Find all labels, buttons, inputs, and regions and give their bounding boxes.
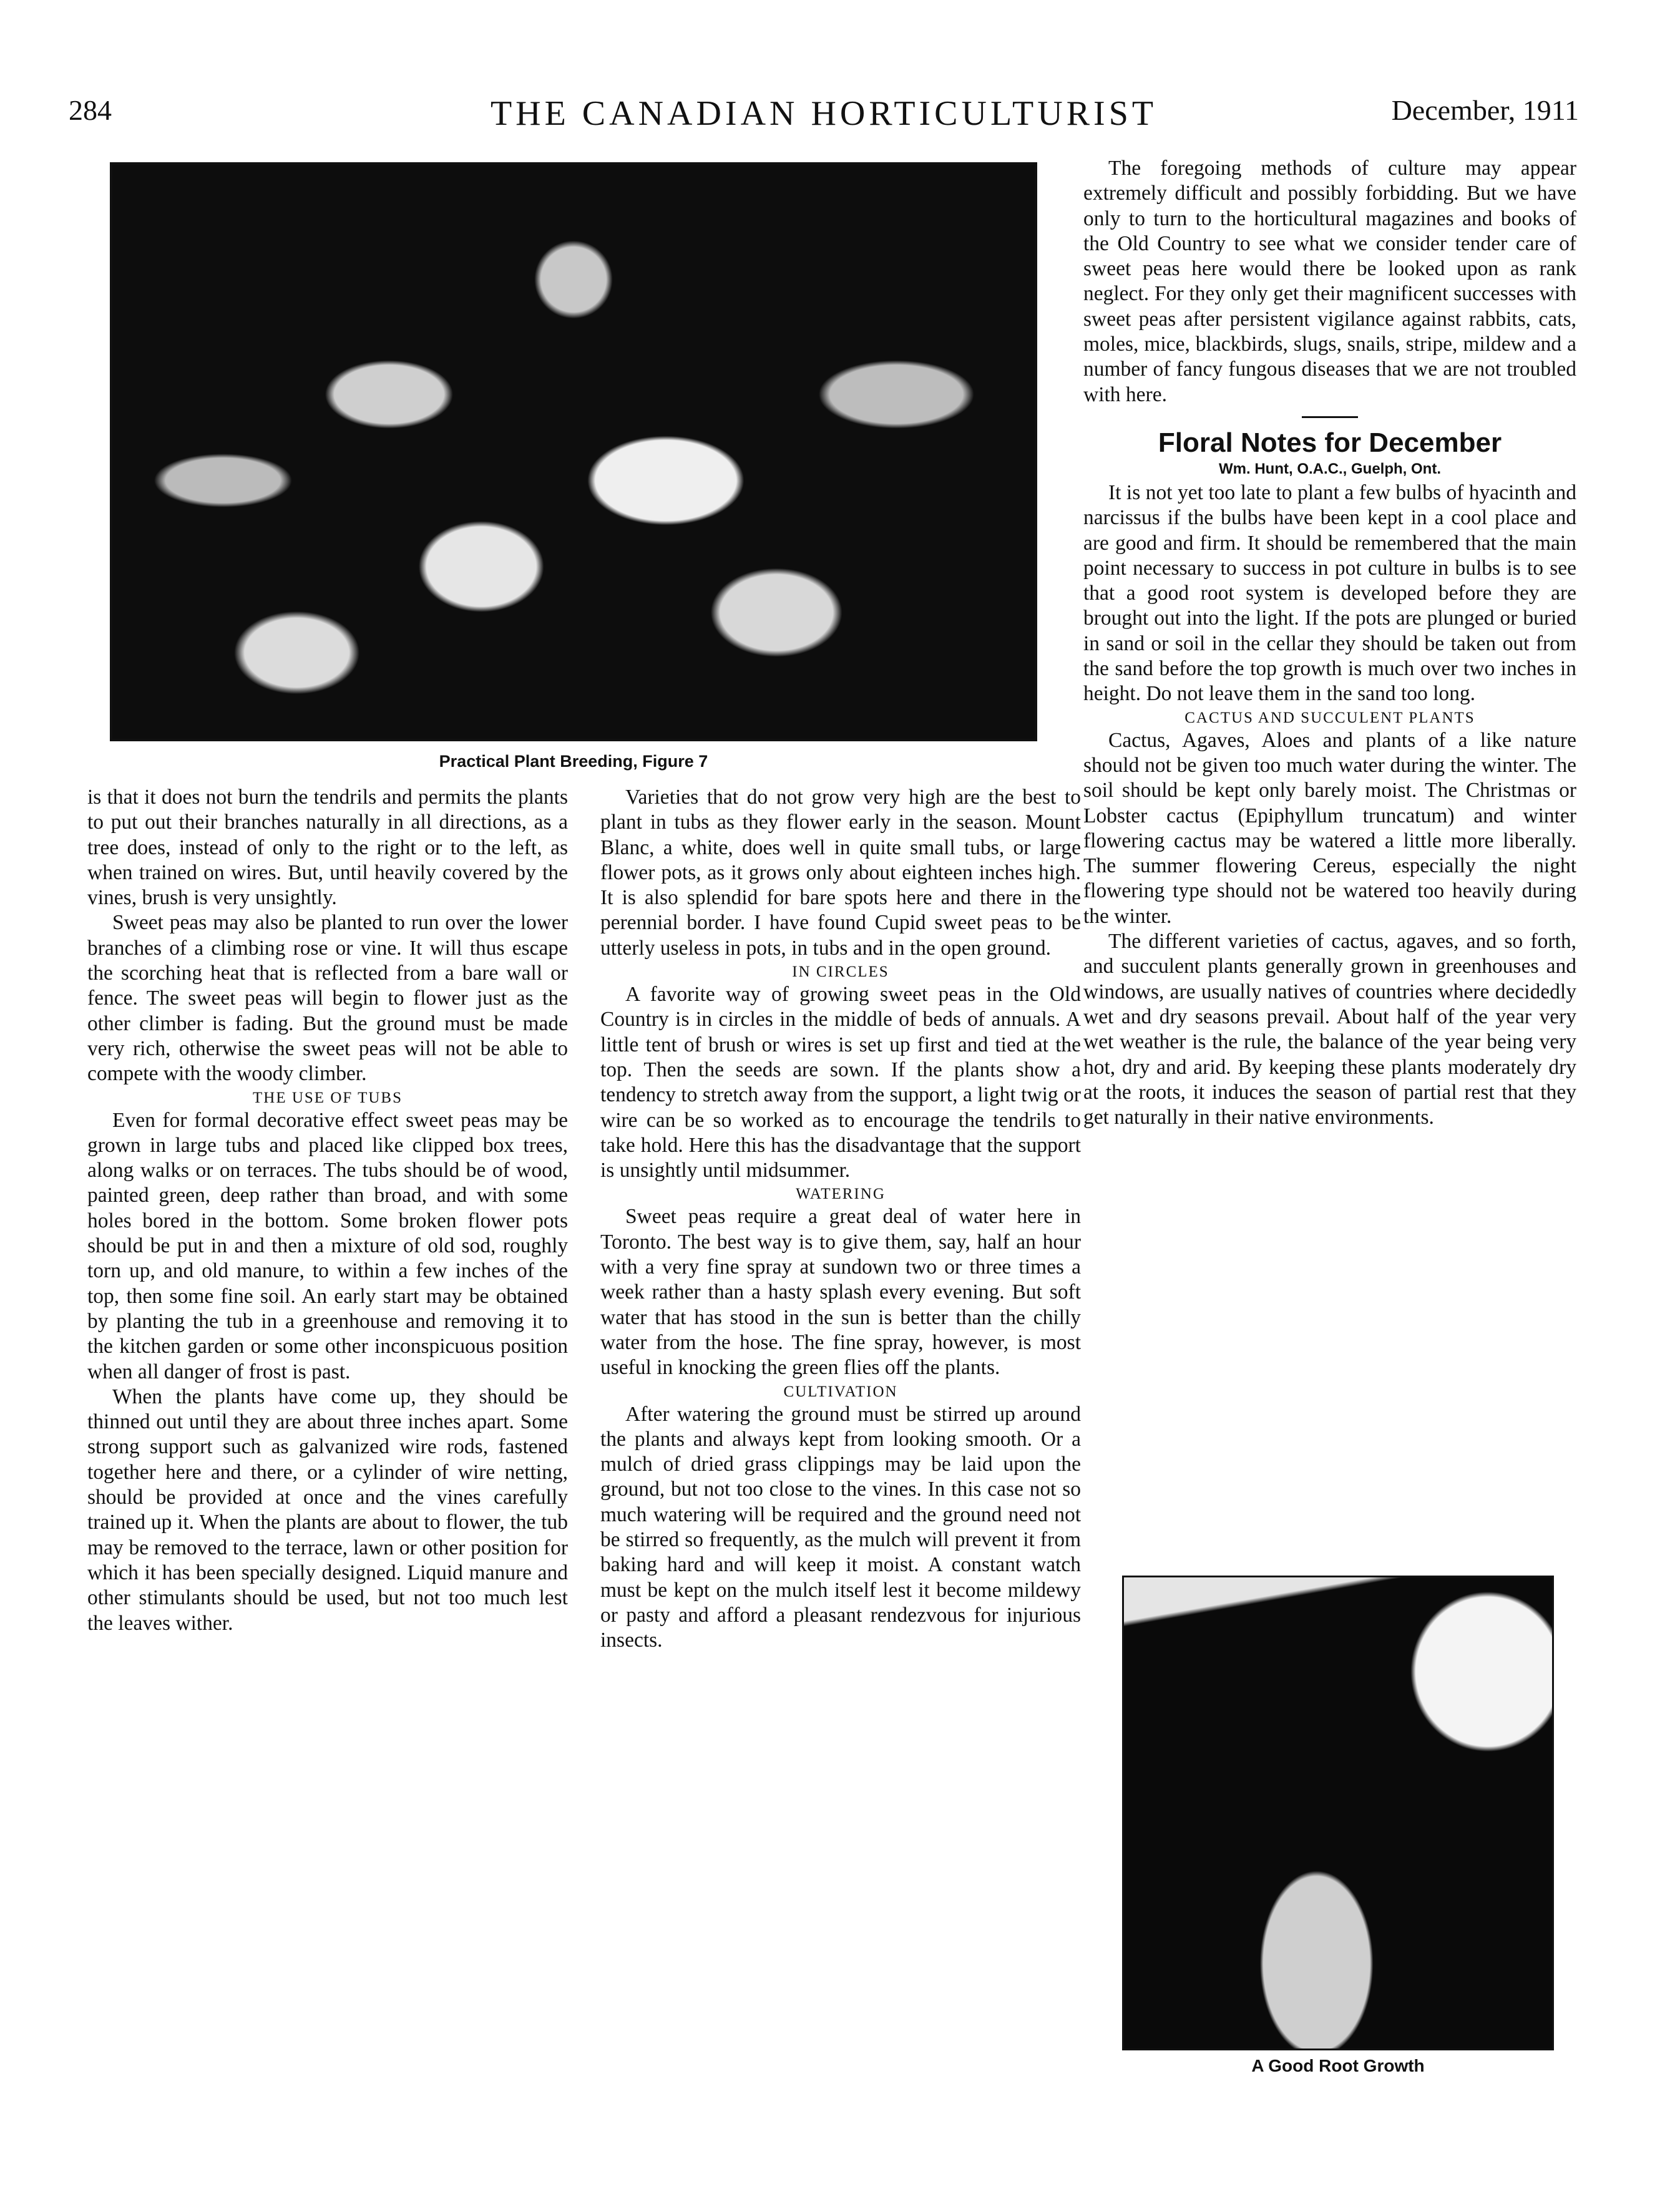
column-right	[1083, 156, 1576, 1130]
article-title: Floral Notes for December	[1158, 427, 1502, 458]
root-growth-photo	[1122, 1576, 1554, 2050]
paragraph: Sweet peas may also be planted to run over the lower branches of a climbing rose or vine. It will thus escape the scorching heat that is reflected from a bare wall or fence. The sweet peas will begin to flower just as the other climber is fading. But the ground must be made very rich, otherwise the sweet peas will not be able to compete with the woody climber.	[87, 911, 568, 1086]
section-heading: WATERING	[796, 1186, 886, 1203]
section-heading: CULTIVATION	[783, 1383, 898, 1400]
section-divider	[1302, 416, 1358, 418]
plant-breeding-photo	[110, 162, 1037, 741]
figure-caption: A Good Root Growth	[1251, 2056, 1425, 2075]
column-middle	[600, 785, 1081, 1654]
paragraph: The foregoing methods of culture may appear extremely difficult and possibly forbidding. But we have only to turn to the horticultural magazines and books of the Old Country to see what we consider tender care of sweet peas here would there be looked upon as rank neglect. For they only get their magnificent successes with sweet peas after persistent vigilance against rabbits, cats, moles, mice, blackbirds, slugs, snails, stripe, mildew and a number of fancy fungous diseases that we are not troubled with here.	[1083, 157, 1576, 406]
paragraph: Varieties that do not grow very high are the best to plant in tubs as they flower early in the season. Mount Blanc, a white, does well in quite small tubs, or large flower pots, as it grows only about eighteen inches high. It is also splendid for bare spots here and there in the perennial border. I have found Cupid sweet peas to be utterly useless in pots, in tubs and in the open ground.	[600, 786, 1081, 960]
paragraph: Sweet peas require a great deal of water here in Toronto. The best way is to give them, say, half an hour with a very fine spray at sundown two or three times a week rather than a hasty splash every evening. But soft water that has stood in the sun is better than the chilly water from the hose. The fine spray, however, is most useful in knocking the green flies off the plants.	[600, 1205, 1081, 1380]
section-heading: CACTUS AND SUCCULENT PLANTS	[1184, 709, 1475, 726]
masthead	[69, 94, 1579, 144]
issue-date: December, 1911	[1391, 94, 1579, 126]
paragraph: Even for formal decorative effect sweet peas may be grown in large tubs and placed like clipped box trees, along walks or on terraces. The tubs should be of wood, painted green, deep rather than broad, and with some holes bored in the bottom. Some broken flower pots should be put in and then a mixture of old sod, roughly torn up, and old manure, to within a few inches of the top, then some fine soil. An early start may be obtained by planting the tub in a greenhouse and removing it to the kitchen garden or some other inconspicuous position when all danger of frost is past.	[87, 1108, 568, 1383]
section-heading: THE USE OF TUBS	[253, 1089, 403, 1106]
author-byline: Wm. Hunt, O.A.C., Guelph, Ont.	[1219, 460, 1441, 477]
paragraph: When the plants have come up, they should be thinned out until they are about three inches apart. Some strong support such as galvanized wire rods, fastened together here and there, or a cylinder of wire netting, should be provided at once and the vines carefully trained up it. When the plants are about to flower, the tub may be removed to the terrace, lawn or other position for which it has been specially designed. Liquid manure and other stimulants should be used, but not too much lest the leaves wither.	[87, 1385, 568, 1635]
paragraph: is that it does not burn the tendrils and permits the plants to put out their branches naturally in all directions, as a tree does, instead of only to the right or to the left, as when trained on wires. But, until heavily covered by the vines, brush is very unsightly.	[87, 786, 568, 910]
column-left	[87, 785, 568, 1636]
paragraph: It is not yet too late to plant a few bulbs of hyacinth and narcissus if the bulbs have been kept in a cool place and are good and firm. It should be remembered that the main point necessary to success in pot culture in bulbs is to see that a good root system is developed before they are brought out into the light. If the pots are plunged or buried in sand or soil in the cellar they should be taken out from the sand before the top growth is much over two inches in height. Do not leave them in the sand too long.	[1083, 480, 1576, 706]
section-heading: IN CIRCLES	[792, 963, 889, 981]
paragraph: Cactus, Agaves, Aloes and plants of a like nature should not be given too much water during the winter. The soil should be kept only barely moist. The Christmas or Lobster cactus (Epiphyllum truncatum) and winter flowering cactus may be watered a little more liberally. The summer flowering Cereus, especially the night flowering type should not be watered too heavily during the winter.	[1083, 728, 1576, 928]
journal-title: THE CANADIAN HORTICULTURIST	[490, 94, 1158, 133]
figure-caption: Practical Plant Breeding, Figure 7	[439, 752, 708, 771]
paragraph: After watering the ground must be stirred up around the plants and always kept from looking smooth. Or a mulch of dried grass clippings may be laid upon the ground, but not too close to the vines. In this case not so much watering will be required and the ground need not be stirred so frequently, as the mulch will prevent it from baking hard and will keep it moist. A constant watch must be kept on the mulch itself lest it become mildewy or pasty and afford a pleasant rendezvous for injurious insects.	[600, 1402, 1081, 1652]
page-number: 284	[69, 94, 112, 126]
paragraph: A favorite way of growing sweet peas in the Old Country is in circles in the middle of beds of annuals. A little tent of brush or wires is set up first and tied at the top. Then the seeds are sown. If the plants show a tendency to stretch away from the support, a light twig or wire can be so worked as to encourage the tendrils to take hold. Here this has the disadvantage that the support is unsightly until midsummer.	[600, 983, 1081, 1182]
paragraph: The different varieties of cactus, agaves, and so forth, and succulent plants generally grown in greenhouses and windows, are usually natives of countries where decidedly wet and dry seasons prevail. About half of the year very wet weather is the rule, the balance of the year being very hot, dry and arid. By keeping these plants moderately dry at the roots, it induces the season of partial rest that they get naturally in their native environments.	[1083, 930, 1576, 1129]
